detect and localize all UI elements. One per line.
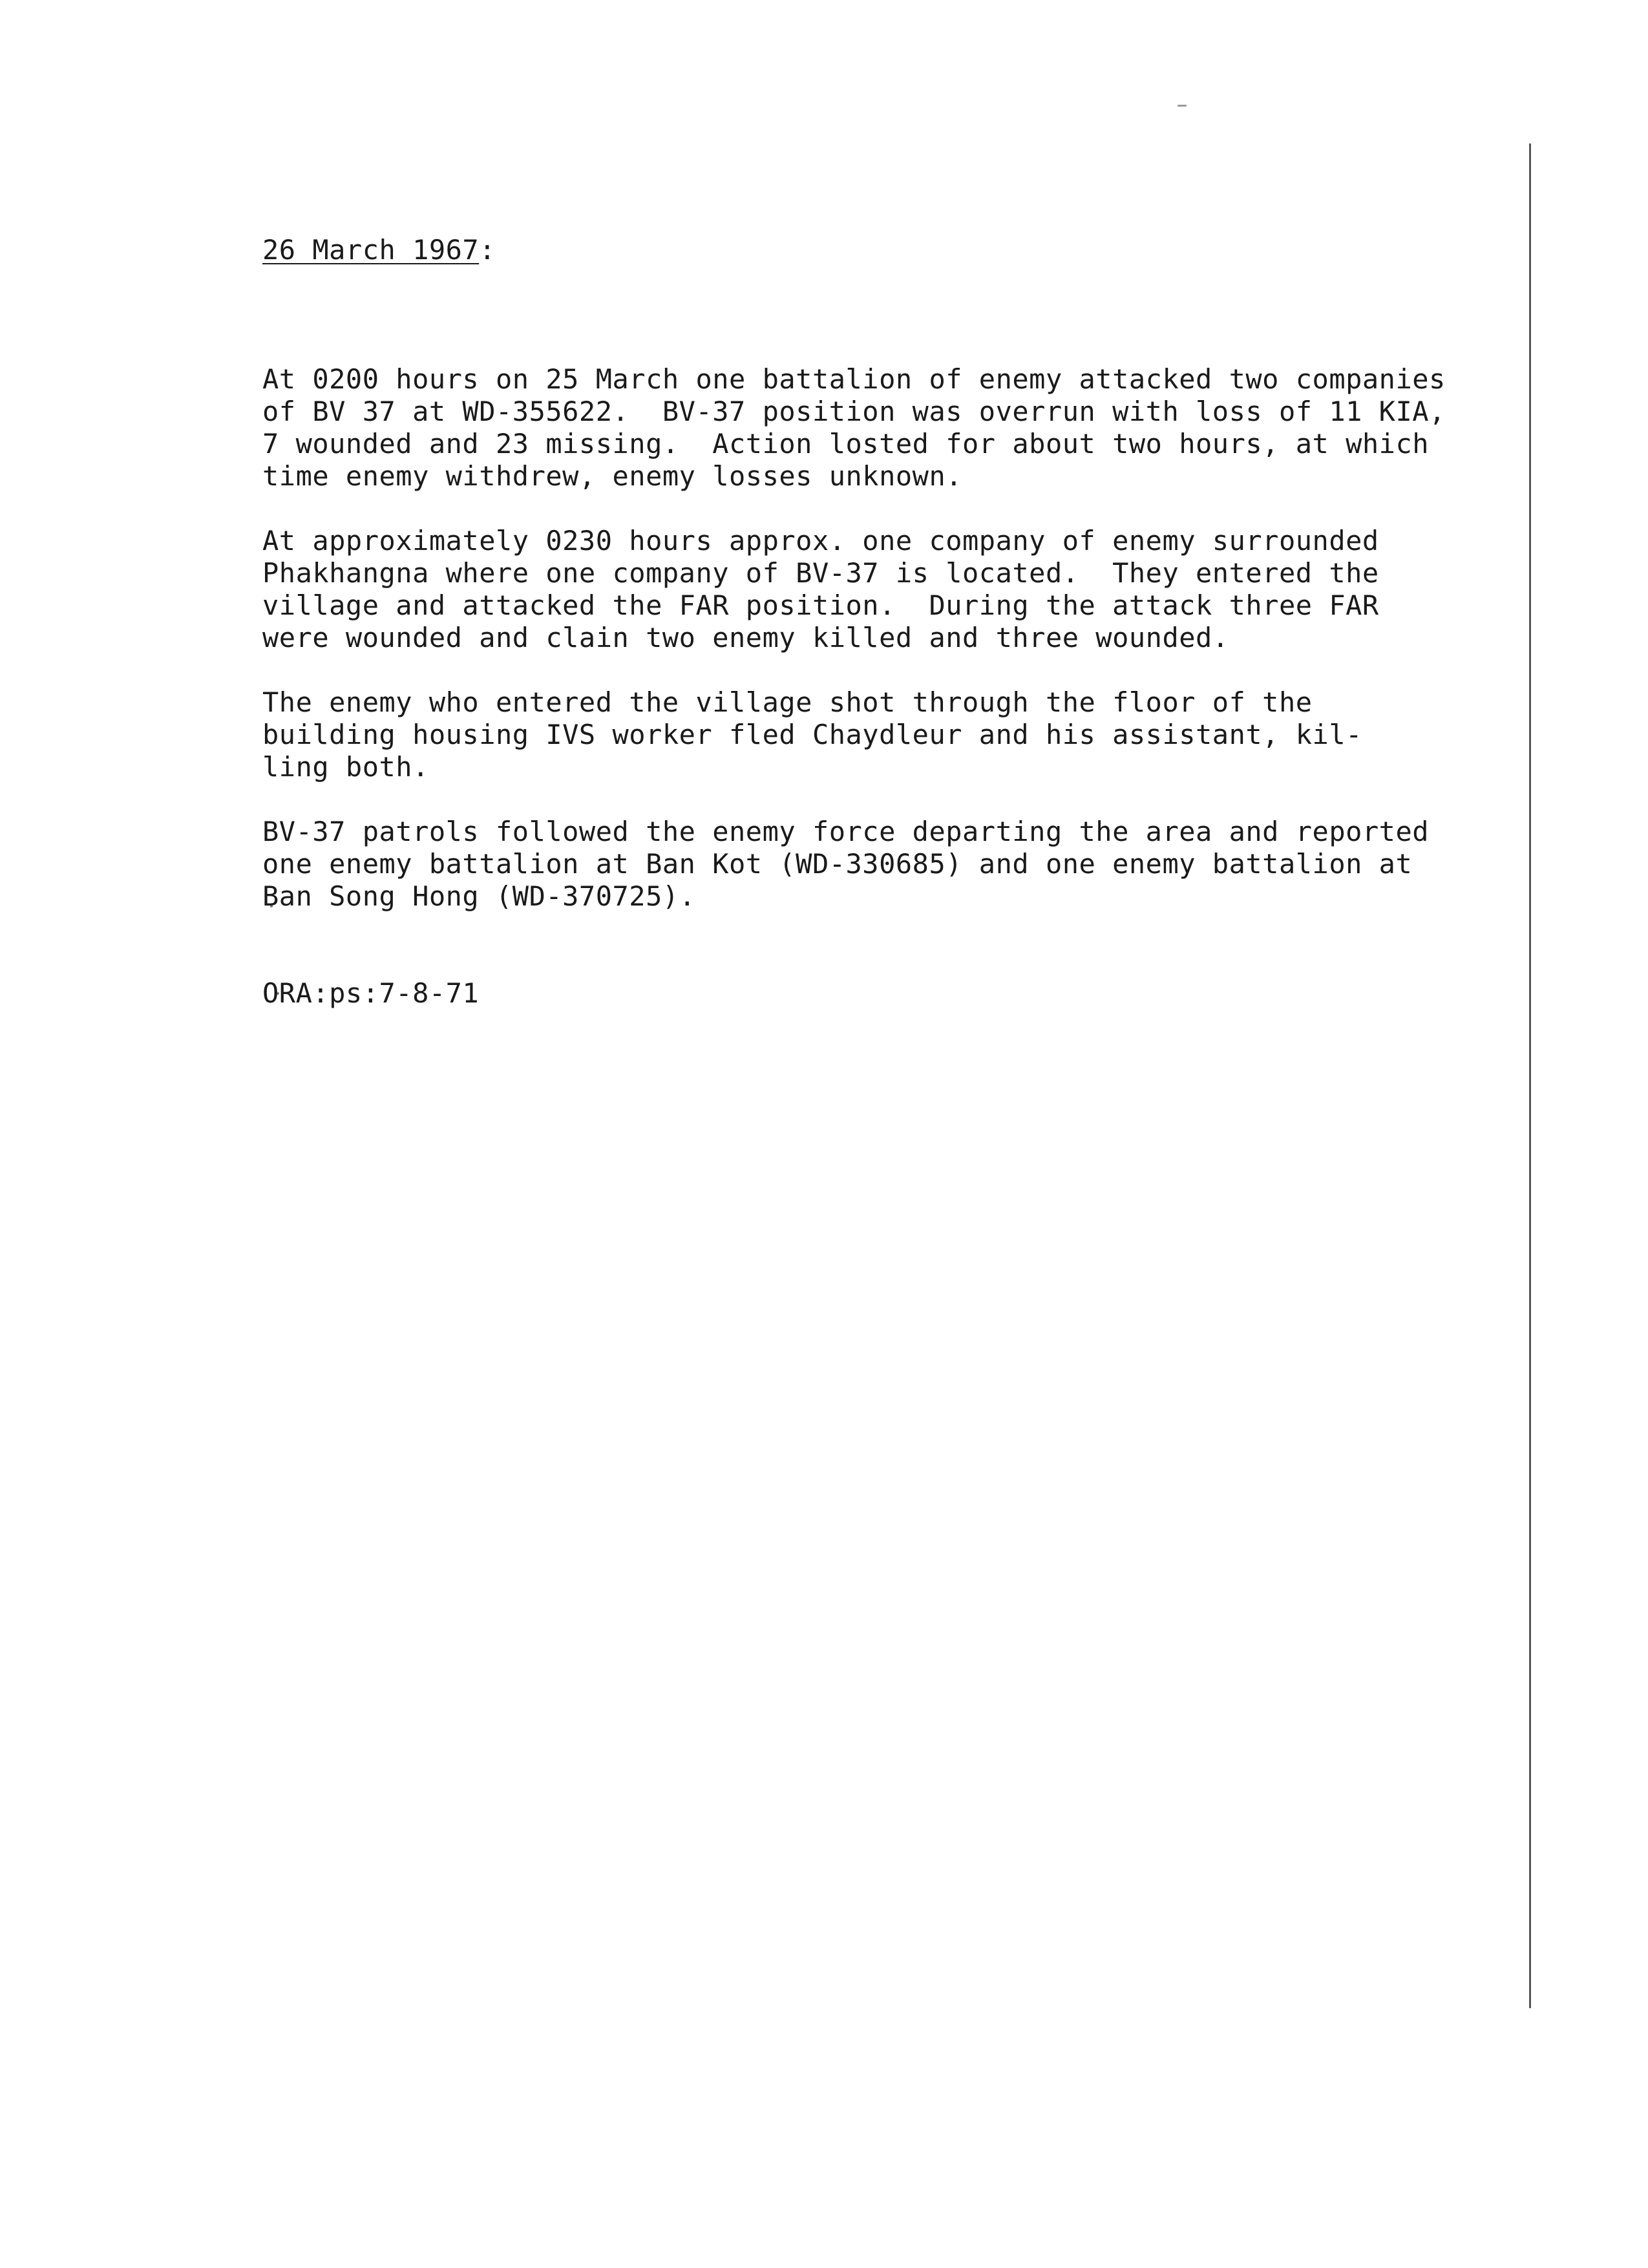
paragraph-line: Ban Song Hong (WD-370725). [262,880,696,912]
paragraph-line: BV-37 patrols followed the enemy force departing the area and reported [262,816,1430,847]
paragraph-line: time enemy withdrew, enemy losses unknown. [262,460,963,492]
right-margin-line [1529,143,1531,2008]
document-body [262,234,1446,1010]
paragraph-line: ling both. [262,751,429,783]
date-heading [262,234,1426,266]
paragraph-line: were wounded and clain two enemy killed and three wounded. [262,622,1229,653]
date-heading-text: 26 March 1967 [262,234,480,266]
reference-code: ORA:ps:7-8-71 [262,977,480,1009]
paragraph-line: At approximately 0230 hours approx. one company of enemy surrounded [262,525,1379,556]
paragraph-line: village and attacked the FAR position. During the attack three FAR [262,589,1379,621]
paragraph-patrols [262,816,1430,913]
paragraph-line: of BV 37 at WD-355622. BV-37 position was overrun with loss of 11 KIA, [262,396,1446,427]
paragraph-ivs-worker [262,686,1426,783]
paragraph-line: At 0200 hours on 25 March one battalion of enemy attacked two companies [262,363,1446,395]
paragraph-line: building housing IVS worker fled Chaydleur and his assistant, kil- [262,719,1362,750]
paragraph-line: one enemy battalion at Ban Kot (WD-330685) and one enemy battalion at [262,848,1413,880]
scan-speck [1178,105,1187,107]
date-heading-colon: : [479,234,496,266]
paragraph-attack-report [262,363,1446,493]
paragraph-line: Phakhangna where one company of BV-37 is located. They entered the [262,557,1379,589]
paragraph-line: 7 wounded and 23 missing. Action losted for about two hours, at which [262,428,1430,460]
paragraph-phakhangna [262,525,1426,654]
paragraph-line: The enemy who entered the village shot through the floor of the [262,686,1313,718]
